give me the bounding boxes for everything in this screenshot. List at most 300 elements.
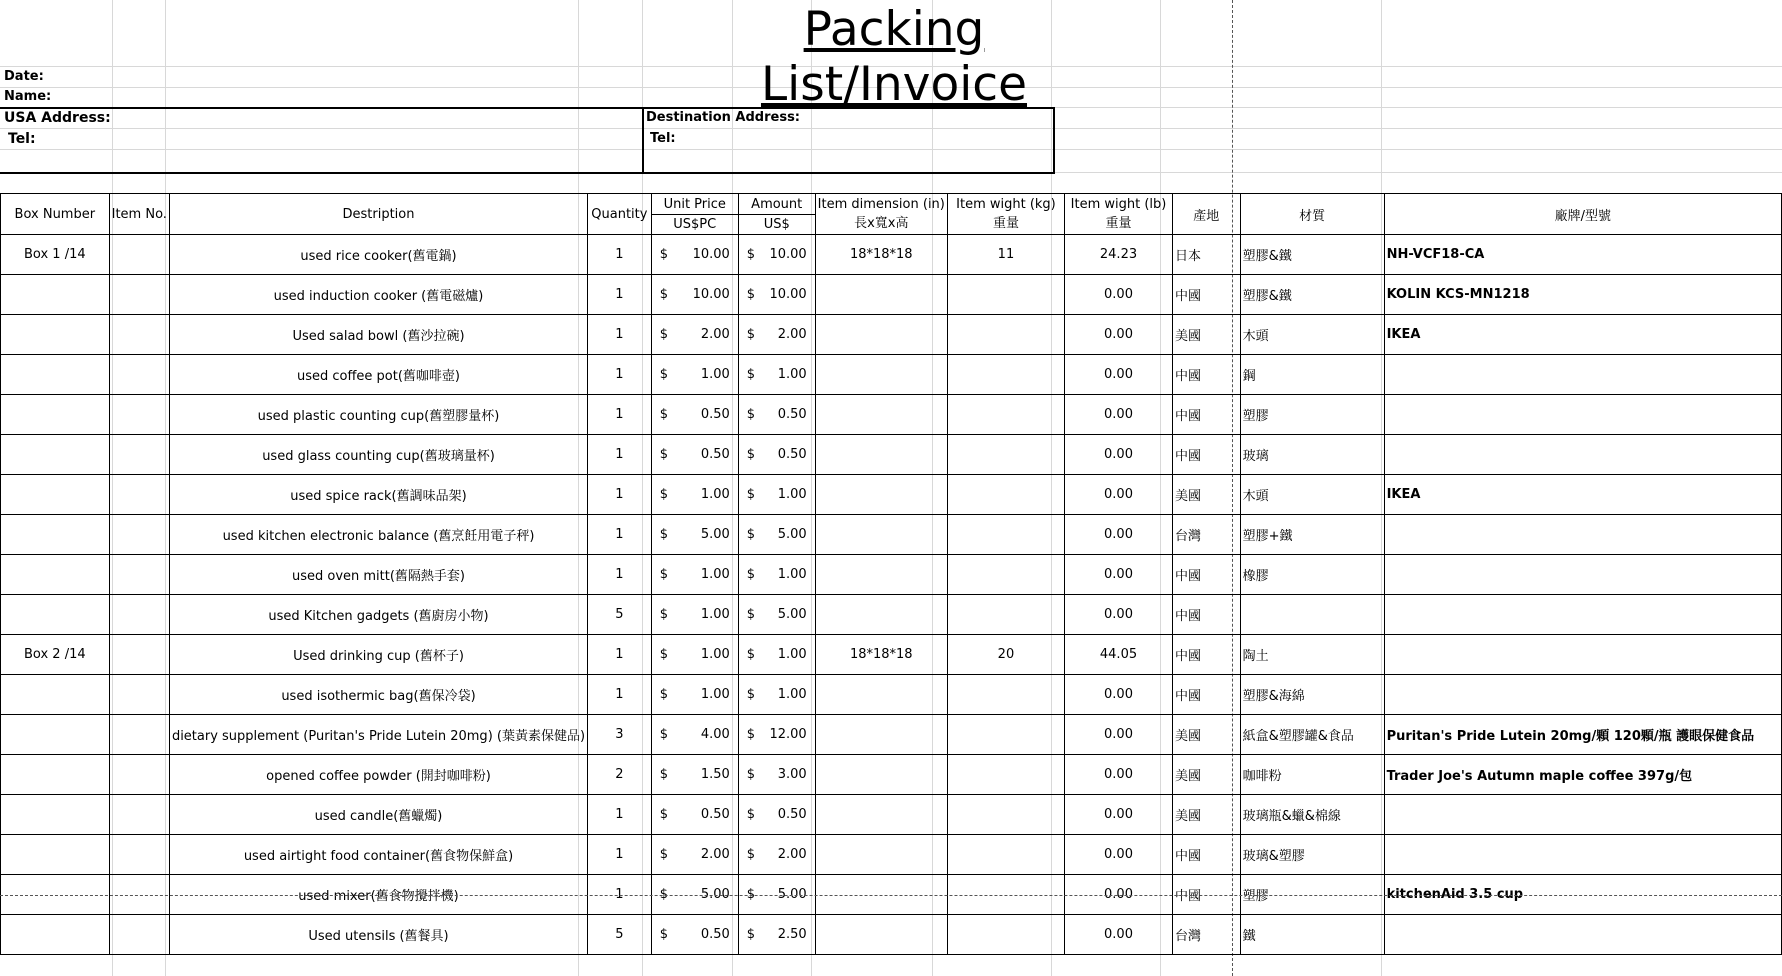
cell-dimension[interactable]: 18*18*18 — [815, 635, 947, 675]
col-quantity: Quantity — [588, 194, 652, 235]
cell-weight-lb[interactable]: 0.00 — [1065, 515, 1173, 555]
col-dimension — [815, 194, 947, 235]
cell-item-no[interactable] — [109, 355, 169, 395]
cell-origin[interactable]: 美國 — [1172, 715, 1240, 755]
amount-value: 1.00 — [777, 567, 807, 582]
currency-symbol: $ — [659, 847, 668, 862]
currency-symbol: $ — [659, 287, 668, 302]
cell-unit-price[interactable] — [651, 755, 738, 795]
cell-quantity[interactable]: 5 — [588, 595, 652, 635]
cell-description[interactable]: used isothermic bag(舊保冷袋) — [169, 675, 587, 715]
cell-quantity[interactable]: 1 — [588, 515, 652, 555]
cell-weight-kg[interactable] — [947, 515, 1064, 555]
cell-box[interactable] — [1, 315, 110, 355]
cell-amount[interactable] — [738, 595, 815, 635]
cell-item-no[interactable] — [109, 315, 169, 355]
amount-value: 5.00 — [777, 887, 807, 902]
currency-symbol: $ — [746, 367, 756, 382]
cell-dimension[interactable] — [815, 715, 947, 755]
cell-unit-price[interactable] — [651, 635, 738, 675]
cell-weight-kg[interactable] — [947, 595, 1064, 635]
invoice-table — [0, 193, 1782, 955]
amount-value: 5.00 — [777, 607, 807, 622]
cell-weight-kg[interactable] — [947, 395, 1064, 435]
cell-material[interactable]: 塑膠&鐵 — [1240, 275, 1384, 315]
cell-item-no[interactable] — [109, 595, 169, 635]
page-break-horizontal — [0, 895, 1782, 896]
cell-material[interactable]: 木頭 — [1240, 315, 1384, 355]
cell-amount[interactable] — [738, 275, 815, 315]
col-item-no: Item No. — [109, 194, 169, 235]
cell-box[interactable] — [1, 595, 110, 635]
col-weight-lb-sub: 重量 — [1105, 216, 1132, 231]
cell-weight-lb[interactable]: 0.00 — [1065, 395, 1173, 435]
cell-weight-lb[interactable]: 24.23 — [1065, 235, 1173, 275]
col-dimension-sub: 長x寬x高 — [854, 216, 909, 231]
cell-material[interactable]: 鋼 — [1240, 355, 1384, 395]
cell-amount[interactable] — [738, 555, 815, 595]
cell-item-no[interactable] — [109, 675, 169, 715]
cell-item-no[interactable] — [109, 715, 169, 755]
table-row — [1, 395, 1782, 435]
cell-weight-lb[interactable]: 0.00 — [1065, 715, 1173, 755]
currency-symbol: $ — [659, 567, 668, 582]
cell-box[interactable] — [1, 755, 110, 795]
table-row — [1, 435, 1782, 475]
cell-brand[interactable]: IKEA — [1384, 475, 1781, 515]
cell-item-no[interactable] — [109, 795, 169, 835]
currency-symbol: $ — [659, 927, 668, 942]
cell-weight-lb[interactable]: 44.05 — [1065, 635, 1173, 675]
cell-weight-lb[interactable]: 0.00 — [1065, 755, 1173, 795]
cell-origin[interactable]: 美國 — [1172, 755, 1240, 795]
cell-weight-lb[interactable]: 0.00 — [1065, 875, 1173, 915]
unit-price-value: 5.00 — [700, 527, 730, 542]
unit-price-value: 1.50 — [700, 767, 730, 782]
cell-brand[interactable] — [1384, 595, 1781, 635]
cell-weight-kg[interactable] — [947, 275, 1064, 315]
amount-value: 1.00 — [777, 487, 807, 502]
table-row — [1, 915, 1782, 955]
cell-weight-kg[interactable] — [947, 555, 1064, 595]
cell-weight-kg[interactable] — [947, 715, 1064, 755]
cell-dimension[interactable] — [815, 555, 947, 595]
cell-amount[interactable] — [738, 315, 815, 355]
cell-quantity[interactable]: 1 — [588, 275, 652, 315]
cell-dimension[interactable] — [815, 675, 947, 715]
cell-quantity[interactable]: 5 — [588, 915, 652, 955]
cell-brand[interactable] — [1384, 795, 1781, 835]
col-weight-kg-label: Item wight (kg) — [956, 197, 1056, 212]
cell-weight-lb[interactable]: 0.00 — [1065, 595, 1173, 635]
cell-dimension[interactable] — [815, 395, 947, 435]
cell-material[interactable]: 塑膠&海綿 — [1240, 675, 1384, 715]
cell-unit-price[interactable] — [651, 675, 738, 715]
cell-unit-price[interactable] — [651, 715, 738, 755]
col-origin: 產地 — [1172, 194, 1240, 235]
cell-material[interactable]: 塑膠+鐵 — [1240, 515, 1384, 555]
currency-symbol: $ — [746, 447, 756, 462]
currency-symbol: $ — [659, 367, 668, 382]
cell-box[interactable] — [1, 275, 110, 315]
cell-unit-price[interactable] — [651, 595, 738, 635]
cell-description[interactable]: used Kitchen gadgets (舊廚房小物) — [169, 595, 587, 635]
table-row — [1, 835, 1782, 875]
cell-unit-price[interactable] — [651, 795, 738, 835]
cell-box[interactable] — [1, 835, 110, 875]
currency-symbol: $ — [746, 487, 756, 502]
col-material: 材質 — [1240, 194, 1384, 235]
cell-amount[interactable] — [738, 475, 815, 515]
cell-item-no[interactable] — [109, 835, 169, 875]
unit-price-value: 4.00 — [700, 727, 730, 742]
cell-weight-kg[interactable] — [947, 675, 1064, 715]
cell-brand[interactable]: kitchenAid 3.5 cup — [1384, 875, 1781, 915]
page-title: Packing List/Invoice — [760, 2, 1028, 112]
cell-unit-price[interactable] — [651, 915, 738, 955]
cell-material[interactable]: 塑膠 — [1240, 875, 1384, 915]
cell-quantity[interactable]: 3 — [588, 715, 652, 755]
cell-description[interactable]: opened coffee powder (開封咖啡粉) — [169, 755, 587, 795]
cell-origin[interactable]: 中國 — [1172, 555, 1240, 595]
currency-symbol: $ — [746, 407, 756, 422]
cell-quantity[interactable]: 1 — [588, 875, 652, 915]
currency-symbol: $ — [746, 287, 756, 302]
cell-quantity[interactable]: 1 — [588, 355, 652, 395]
currency-symbol: $ — [659, 767, 668, 782]
cell-weight-kg[interactable] — [947, 795, 1064, 835]
cell-quantity[interactable]: 1 — [588, 635, 652, 675]
cell-description[interactable]: used oven mitt(舊隔熱手套) — [169, 555, 587, 595]
cell-weight-kg[interactable] — [947, 355, 1064, 395]
currency-symbol: $ — [659, 887, 668, 902]
cell-quantity[interactable]: 1 — [588, 315, 652, 355]
cell-quantity[interactable]: 1 — [588, 675, 652, 715]
cell-unit-price[interactable] — [651, 275, 738, 315]
cell-item-no[interactable] — [109, 435, 169, 475]
cell-item-no[interactable] — [109, 635, 169, 675]
currency-symbol: $ — [659, 727, 668, 742]
currency-symbol: $ — [659, 607, 668, 622]
cell-box[interactable] — [1, 795, 110, 835]
amount-value: 3.00 — [777, 767, 807, 782]
destination-tel-label: Tel: — [650, 131, 676, 146]
cell-box[interactable]: Box 1 /14 — [1, 235, 110, 275]
unit-price-value: 5.00 — [700, 887, 730, 902]
cell-weight-lb[interactable]: 0.00 — [1065, 555, 1173, 595]
cell-origin[interactable]: 中國 — [1172, 435, 1240, 475]
cell-origin[interactable]: 中國 — [1172, 355, 1240, 395]
cell-material[interactable]: 鐵 — [1240, 915, 1384, 955]
col-dimension-label: Item dimension (in) — [817, 197, 945, 212]
cell-brand[interactable] — [1384, 435, 1781, 475]
cell-item-no[interactable] — [109, 475, 169, 515]
cell-unit-price[interactable] — [651, 435, 738, 475]
cell-weight-lb[interactable]: 0.00 — [1065, 435, 1173, 475]
cell-box[interactable] — [1, 675, 110, 715]
cell-material[interactable]: 玻璃瓶&蠟&棉線 — [1240, 795, 1384, 835]
cell-brand[interactable]: NH-VCF18-CA — [1384, 235, 1781, 275]
usa-tel-label: Tel: — [8, 131, 36, 147]
cell-description[interactable]: used plastic counting cup(舊塑膠量杯) — [169, 395, 587, 435]
amount-value: 2.00 — [777, 327, 807, 342]
cell-quantity[interactable]: 2 — [588, 755, 652, 795]
cell-description[interactable]: Used drinking cup (舊杯子) — [169, 635, 587, 675]
cell-weight-kg[interactable] — [947, 315, 1064, 355]
cell-material[interactable]: 陶土 — [1240, 635, 1384, 675]
unit-price-value: 10.00 — [692, 287, 730, 302]
col-box-number: Box Number — [1, 194, 110, 235]
cell-box[interactable] — [1, 555, 110, 595]
cell-weight-lb[interactable]: 0.00 — [1065, 275, 1173, 315]
cell-material[interactable]: 塑膠 — [1240, 395, 1384, 435]
unit-price-value: 1.00 — [700, 607, 730, 622]
cell-dimension[interactable] — [815, 915, 947, 955]
cell-weight-kg[interactable] — [947, 755, 1064, 795]
currency-symbol: $ — [659, 527, 668, 542]
cell-origin[interactable]: 中國 — [1172, 635, 1240, 675]
cell-box[interactable] — [1, 915, 110, 955]
table-row — [1, 235, 1782, 275]
col-description: Destription — [169, 194, 587, 235]
amount-value: 0.50 — [777, 447, 807, 462]
currency-symbol: $ — [746, 527, 756, 542]
cell-item-no[interactable] — [109, 275, 169, 315]
cell-description[interactable]: used spice rack(舊調味品架) — [169, 475, 587, 515]
cell-origin[interactable]: 美國 — [1172, 315, 1240, 355]
cell-dimension[interactable] — [815, 595, 947, 635]
cell-box[interactable]: Box 2 /14 — [1, 635, 110, 675]
cell-origin[interactable]: 日本 — [1172, 235, 1240, 275]
table-row — [1, 675, 1782, 715]
cell-weight-lb[interactable]: 0.00 — [1065, 675, 1173, 715]
currency-symbol: $ — [746, 727, 756, 742]
col-weight-lb — [1065, 194, 1173, 235]
cell-quantity[interactable]: 1 — [588, 835, 652, 875]
cell-amount[interactable] — [738, 675, 815, 715]
cell-weight-kg[interactable]: 11 — [947, 235, 1064, 275]
cell-weight-kg[interactable]: 20 — [947, 635, 1064, 675]
currency-symbol: $ — [746, 687, 756, 702]
col-amount-unit: US$ — [738, 215, 815, 235]
cell-dimension[interactable] — [815, 755, 947, 795]
cell-origin[interactable]: 台灣 — [1172, 515, 1240, 555]
currency-symbol: $ — [746, 327, 756, 342]
cell-material[interactable]: 木頭 — [1240, 475, 1384, 515]
cell-weight-kg[interactable] — [947, 835, 1064, 875]
cell-dimension[interactable] — [815, 315, 947, 355]
cell-dimension[interactable] — [815, 795, 947, 835]
unit-price-value: 10.00 — [692, 247, 730, 262]
cell-item-no[interactable] — [109, 915, 169, 955]
cell-origin[interactable]: 美國 — [1172, 475, 1240, 515]
cell-dimension[interactable] — [815, 835, 947, 875]
cell-origin[interactable]: 中國 — [1172, 595, 1240, 635]
cell-dimension[interactable] — [815, 435, 947, 475]
cell-amount[interactable] — [738, 715, 815, 755]
cell-quantity[interactable]: 1 — [588, 475, 652, 515]
cell-weight-lb[interactable]: 0.00 — [1065, 835, 1173, 875]
cell-box[interactable] — [1, 435, 110, 475]
cell-box[interactable] — [1, 355, 110, 395]
cell-quantity[interactable]: 1 — [588, 235, 652, 275]
amount-value: 5.00 — [777, 527, 807, 542]
cell-origin[interactable]: 美國 — [1172, 795, 1240, 835]
cell-description[interactable]: used airtight food container(舊食物保鮮盒) — [169, 835, 587, 875]
cell-origin[interactable]: 中國 — [1172, 875, 1240, 915]
table-row — [1, 515, 1782, 555]
cell-description[interactable]: used coffee pot(舊咖啡壺) — [169, 355, 587, 395]
currency-symbol: $ — [746, 567, 756, 582]
cell-quantity[interactable]: 1 — [588, 555, 652, 595]
unit-price-value: 1.00 — [700, 647, 730, 662]
cell-unit-price[interactable] — [651, 315, 738, 355]
amount-value: 0.50 — [777, 407, 807, 422]
currency-symbol: $ — [659, 407, 668, 422]
cell-brand[interactable] — [1384, 515, 1781, 555]
cell-description[interactable]: used kitchen electronic balance (舊烹飪用電子秤) — [169, 515, 587, 555]
cell-item-no[interactable] — [109, 755, 169, 795]
cell-amount[interactable] — [738, 435, 815, 475]
table-row — [1, 635, 1782, 675]
unit-price-value: 1.00 — [700, 367, 730, 382]
cell-description[interactable]: used glass counting cup(舊玻璃量杯) — [169, 435, 587, 475]
cell-brand[interactable]: Puritan's Pride Lutein 20mg/顆 120顆/瓶 護眼保健食品 — [1384, 715, 1781, 755]
cell-material[interactable]: 塑膠&鐵 — [1240, 235, 1384, 275]
cell-quantity[interactable]: 1 — [588, 795, 652, 835]
cell-description[interactable]: Used utensils (舊餐具) — [169, 915, 587, 955]
cell-brand[interactable] — [1384, 355, 1781, 395]
cell-item-no[interactable] — [109, 555, 169, 595]
cell-material[interactable]: 玻璃&塑膠 — [1240, 835, 1384, 875]
cell-material[interactable]: 玻璃 — [1240, 435, 1384, 475]
currency-symbol: $ — [659, 327, 668, 342]
cell-amount[interactable] — [738, 235, 815, 275]
cell-brand[interactable] — [1384, 635, 1781, 675]
cell-weight-kg[interactable] — [947, 915, 1064, 955]
cell-amount[interactable] — [738, 515, 815, 555]
unit-price-value: 1.00 — [700, 487, 730, 502]
cell-box[interactable] — [1, 715, 110, 755]
currency-symbol: $ — [746, 767, 756, 782]
cell-item-no[interactable] — [109, 515, 169, 555]
cell-brand[interactable] — [1384, 555, 1781, 595]
cell-brand[interactable] — [1384, 675, 1781, 715]
cell-brand[interactable]: KOLIN KCS-MN1218 — [1384, 275, 1781, 315]
cell-origin[interactable]: 中國 — [1172, 275, 1240, 315]
table-row — [1, 715, 1782, 755]
cell-material[interactable]: 橡膠 — [1240, 555, 1384, 595]
cell-description[interactable]: used induction cooker (舊電磁爐) — [169, 275, 587, 315]
col-weight-lb-label: Item wight (lb) — [1070, 197, 1167, 212]
cell-dimension[interactable] — [815, 355, 947, 395]
currency-symbol: $ — [746, 807, 756, 822]
cell-unit-price[interactable] — [651, 555, 738, 595]
col-brand: 廠牌/型號 — [1384, 194, 1781, 235]
currency-symbol: $ — [659, 487, 668, 502]
cell-item-no[interactable] — [109, 395, 169, 435]
cell-description[interactable]: used candle(舊蠟燭) — [169, 795, 587, 835]
amount-value: 0.50 — [777, 807, 807, 822]
table-header-row — [1, 194, 1782, 215]
cell-unit-price[interactable] — [651, 395, 738, 435]
cell-origin[interactable]: 中國 — [1172, 835, 1240, 875]
cell-origin[interactable]: 中國 — [1172, 395, 1240, 435]
cell-quantity[interactable]: 1 — [588, 435, 652, 475]
cell-amount[interactable] — [738, 355, 815, 395]
cell-amount[interactable] — [738, 795, 815, 835]
cell-description[interactable]: Used salad bowl (舊沙拉碗) — [169, 315, 587, 355]
table-row — [1, 475, 1782, 515]
cell-amount[interactable] — [738, 835, 815, 875]
cell-brand[interactable] — [1384, 395, 1781, 435]
cell-brand[interactable]: IKEA — [1384, 315, 1781, 355]
table-row — [1, 595, 1782, 635]
cell-quantity[interactable]: 1 — [588, 395, 652, 435]
amount-value: 10.00 — [769, 287, 807, 302]
cell-unit-price[interactable] — [651, 515, 738, 555]
cell-weight-kg[interactable] — [947, 435, 1064, 475]
table-row — [1, 275, 1782, 315]
cell-weight-kg[interactable] — [947, 475, 1064, 515]
cell-description[interactable]: used mixer(舊食物攪拌機) — [169, 875, 587, 915]
cell-weight-lb[interactable]: 0.00 — [1065, 355, 1173, 395]
cell-box[interactable] — [1, 515, 110, 555]
currency-symbol: $ — [746, 607, 756, 622]
cell-amount[interactable] — [738, 635, 815, 675]
cell-box[interactable] — [1, 475, 110, 515]
unit-price-value: 1.00 — [700, 567, 730, 582]
cell-description[interactable]: used rice cooker(舊電鍋) — [169, 235, 587, 275]
cell-dimension[interactable]: 18*18*18 — [815, 235, 947, 275]
cell-amount[interactable] — [738, 755, 815, 795]
table-row — [1, 355, 1782, 395]
cell-material[interactable]: 紙盒&塑膠罐&食品 — [1240, 715, 1384, 755]
amount-value: 1.00 — [777, 687, 807, 702]
cell-origin[interactable]: 中國 — [1172, 675, 1240, 715]
cell-weight-lb[interactable]: 0.00 — [1065, 915, 1173, 955]
cell-dimension[interactable] — [815, 275, 947, 315]
cell-dimension[interactable] — [815, 475, 947, 515]
cell-brand[interactable] — [1384, 915, 1781, 955]
cell-material[interactable]: 咖啡粉 — [1240, 755, 1384, 795]
cell-weight-lb[interactable]: 0.00 — [1065, 475, 1173, 515]
cell-item-no[interactable] — [109, 235, 169, 275]
cell-unit-price[interactable] — [651, 355, 738, 395]
cell-origin[interactable]: 台灣 — [1172, 915, 1240, 955]
unit-price-value: 2.00 — [700, 327, 730, 342]
cell-amount[interactable] — [738, 395, 815, 435]
unit-price-value: 0.50 — [700, 807, 730, 822]
cell-weight-lb[interactable]: 0.00 — [1065, 315, 1173, 355]
unit-price-value: 1.00 — [700, 687, 730, 702]
amount-value: 2.00 — [777, 847, 807, 862]
cell-unit-price[interactable] — [651, 475, 738, 515]
cell-unit-price[interactable] — [651, 835, 738, 875]
cell-amount[interactable] — [738, 915, 815, 955]
cell-brand[interactable]: Trader Joe's Autumn maple coffee 397g/包 — [1384, 755, 1781, 795]
unit-price-value: 0.50 — [700, 927, 730, 942]
name-label: Name: — [4, 89, 52, 104]
cell-unit-price[interactable] — [651, 235, 738, 275]
cell-material[interactable] — [1240, 595, 1384, 635]
cell-brand[interactable] — [1384, 835, 1781, 875]
cell-dimension[interactable] — [815, 515, 947, 555]
cell-weight-lb[interactable]: 0.00 — [1065, 795, 1173, 835]
col-weight-kg-sub: 重量 — [992, 216, 1019, 231]
cell-box[interactable] — [1, 395, 110, 435]
cell-description[interactable]: dietary supplement (Puritan's Pride Lutein 20mg) (葉黃素保健品) — [169, 715, 587, 755]
